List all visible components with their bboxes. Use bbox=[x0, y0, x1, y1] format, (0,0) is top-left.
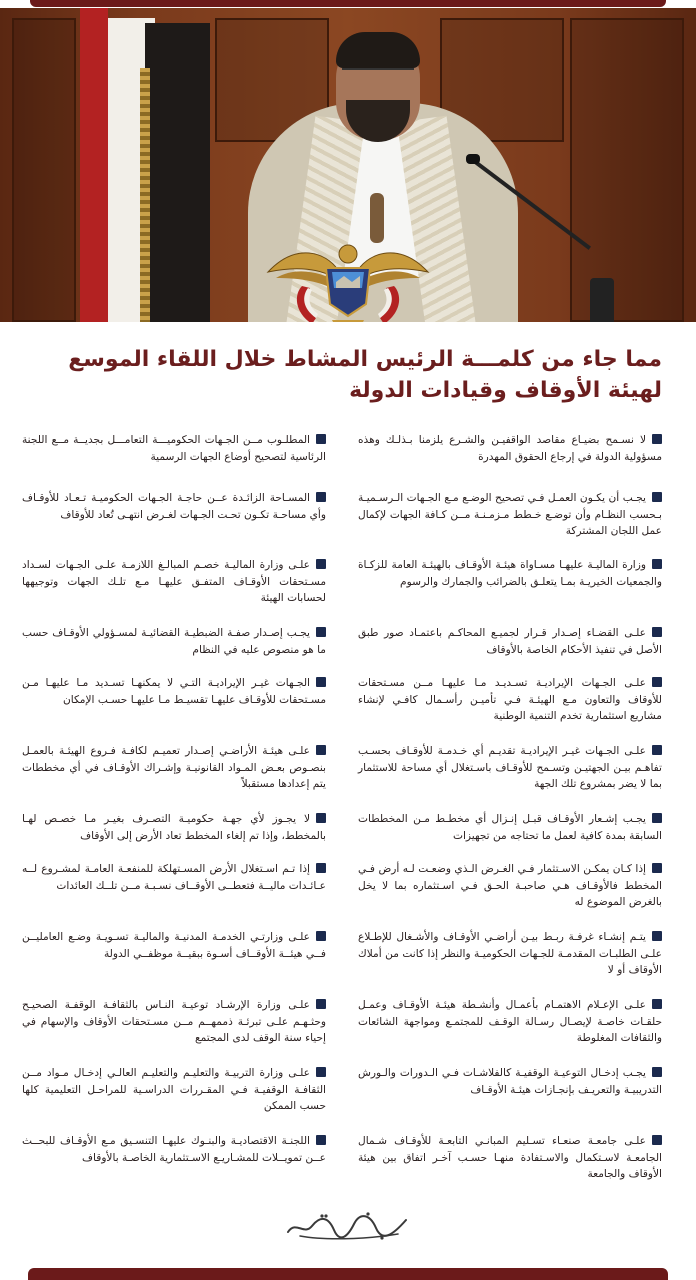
bullet-icon bbox=[316, 559, 326, 569]
statement-item: اللجنـة الاقتصاديـة والبنـوك عليهـا التنسـيق مـع الأوقـاف للبحــث عــن تمويــلات للمشـاريـع الاسـتثمارية الخاصـة بالأوقاف bbox=[22, 1135, 326, 1164]
statement-item: يتـم إنشـاء غرفـة ربـط بيـن أراضـي الأوقـاف والأشـغال للإطـلاع علـى الطلبـات المقدمـة للجـهات الحكوميـة والنظر إذا كانت من أملاك الأوقاف أو لا bbox=[358, 931, 662, 977]
bullet-icon bbox=[316, 434, 326, 444]
flag-red-stripe bbox=[80, 8, 108, 328]
statement-item: علـى الإعـلام الاهتمـام بأعمـال وأنشـطة هيئـة الأوقـاف وعمـل حلقـات خاصـة لإيصـال رسـالة الوقـف للمجتمـع ومواجهة الشائعات والثقافات المغلوطة bbox=[358, 999, 662, 1045]
statement-item: علـى الجـهات غيـر الإيراديـة تقديـم أي خـدمـة للأوقـاف بحسـب تفاهـم بيـن الجهتيـن وتسـمح للأوقـاف باسـتغلال أي مساحة للاستثمار بما لا يضر بمشروع تلك الجهة bbox=[358, 745, 662, 791]
bullet-icon bbox=[316, 863, 326, 873]
microphone-head bbox=[466, 154, 480, 164]
statement-item: وزارة الماليـة عليهـا مسـاواة هيئـة الأوقـاف بالهيئـة العامة للزكـاة والجمعيات الخيريـة بمـا يتعلـق بالضرائب والجمارك والرسوم bbox=[358, 559, 662, 588]
statement-item: لا يجـوز لأي جهـة حكوميـة التصـرف بغيـر مـا خصـص لهـا بالمخطط، وإذا تم إلغاء المخطط تعاد الأرض إلى الأوقاف bbox=[22, 813, 326, 842]
statement-item: يجـب أن يكـون العمـل فـي تصحيح الوضـع مـع الجـهات الـرسـميـة بـحسب النظـام وأن توضـع خـطط مـزمـنـة مــن كـافة الجهات لإكمال عمل اللجان المشتركة bbox=[358, 492, 662, 538]
statement-item: الجـهات غيـر الإيراديـة التـي لا يمكنهـا تسـديد مـا عليهـا مـن مسـتحقات للأوقـاف عليهـا تقسيـط مـا عليهـا حسـب الإمكان bbox=[22, 677, 326, 706]
bullet-icon bbox=[652, 559, 662, 569]
statement-item: المطلـوب مــن الجـهات الحكوميـــة التعامـــل بجديــة مــع اللجنة الرئاسية لتصحيح أوضاع الجهات الرسمية bbox=[22, 434, 326, 463]
bullet-icon bbox=[652, 677, 662, 687]
bullet-icon bbox=[316, 931, 326, 941]
bullet-icon bbox=[316, 1135, 326, 1145]
bullet-icon bbox=[316, 745, 326, 755]
top-accent-bar bbox=[30, 0, 666, 7]
bullet-icon bbox=[652, 627, 662, 637]
statement-item: لا نسـمح بضيـاع مقاصد الواقفيـن والشـرع يلزمنا بـذلـك وهذه مسؤولية الدولة في إرجاع الحقوق المهدرة bbox=[358, 434, 662, 463]
statement-item: يجـب إصـدار صفـة الضبطيـة القضائيـة لمسـؤولي الأوقـاف حسب ما هو منصوص عليه في النظام bbox=[22, 627, 326, 656]
bullet-icon bbox=[652, 931, 662, 941]
bullet-icon bbox=[316, 1067, 326, 1077]
bullet-icon bbox=[652, 434, 662, 444]
statement-item: علـى وزارة التربيـة والتعليـم والتعليـم العالـي إدخـال مـواد مــن الثقافـة الوقفيـة فـي المقـررات الدراسـية للمراحـل التعليمية كلها حسب الممكن bbox=[22, 1067, 326, 1113]
speaker-glasses bbox=[342, 68, 414, 84]
statement-item: يجـب إشـعار الأوقـاف قبـل إنـزال أي مخطـط مـن المخططات السابقة بمدة كافية لعمل ما تحتاجه من تجهيزات bbox=[358, 813, 662, 842]
bullet-icon bbox=[316, 677, 326, 687]
wood-panel bbox=[570, 18, 684, 322]
bullet-icon bbox=[652, 813, 662, 823]
wood-panel bbox=[12, 18, 76, 322]
bullet-icon bbox=[652, 999, 662, 1009]
eagle-emblem-icon bbox=[266, 232, 430, 332]
bullet-icon bbox=[652, 492, 662, 502]
bullet-icon bbox=[652, 863, 662, 873]
flag-black-stripe bbox=[145, 23, 210, 328]
statement-item: علـى هيئـة الأراضـي إصـدار تعميـم لكافـة فـروع الهيئـة بالعمـل بنصـوص بعـض المـواد القانونيـة وإشـراك الأوقـاف في أي مخططات يتم إعدادها مستقبلاً bbox=[22, 745, 326, 791]
bottom-accent-bar bbox=[28, 1268, 668, 1280]
statement-item: علـى القضـاء إصـدار قـرار لجميـع المحاكـم باعتمـاد صور طبق الأصل في تنفيذ الأحكام الخاصة بالأوقاف bbox=[358, 627, 662, 656]
speaker-hair bbox=[336, 32, 420, 68]
statement-item: علـى وزارتـي الخدمـة المدنيـة والماليـة تسـويـة وضـع العامليــن فــي هيئــة الأوقــاف أسـوة ببقيــة موظفــي الدولة bbox=[22, 931, 326, 960]
presidential-office-signature bbox=[282, 1206, 412, 1242]
bullet-icon bbox=[316, 813, 326, 823]
statement-item: علـى الجـهات الإيراديـة تسـديـد مـا عليهـا مــن مسـتحقات للأوقاف والتعاون مـع الهيئـة فـي تأميـن رأسـمال كافـي لإنشاء مشاريع استثمارية تخدم التنمية الوطنية bbox=[358, 677, 662, 723]
statement-item: إذا تـم اسـتغلال الأرض المسـتهلكة للمنفعـة العامـة لمشـروع لــه عـائـدات ماليــة فتعطــى الأوقــاف نسـبـة مــن تلــك العائدات bbox=[22, 863, 326, 892]
bullet-icon bbox=[652, 745, 662, 755]
bullet-icon bbox=[652, 1135, 662, 1145]
statement-item: علـى جامعـة صنعـاء تسـليم المبانـي التابعـة للأوقـاف شـمال الجامعـة لاسـتكمال والاسـتفادة منهـا حسـب آخـر اتفاق بين هيئة الأوقاف والجامعة bbox=[358, 1135, 662, 1181]
statement-item: إذا كـان يمكـن الاسـتثمار فـي الغـرض الـذي وضعـت لـه أرض فـي المخطط فالأوقـاف هـي صاحبـة الحـق فـي اسـتثماره بما لا يخل بالغرض الموضوع له bbox=[358, 863, 662, 909]
microphone-stand bbox=[590, 278, 614, 328]
bullet-icon bbox=[316, 999, 326, 1009]
statement-item: المسـاحة الزائـدة عــن حاجـة الجـهات الحكوميـة تـعـاد للأوقـاف وأي مساحـة تكـون تحـت الجـهات لغـرض انتهـى تُعاد للأوقاف bbox=[22, 492, 326, 521]
bullet-icon bbox=[652, 1067, 662, 1077]
statement-item: يجـب إدخـال التوعيـة الوقفيـة كالفلاشـات فـي الـدورات والـورش التدريبيـة والتعريـف بإنجـازات هيئـة الأوقـاف bbox=[358, 1067, 662, 1096]
bullet-icon bbox=[316, 627, 326, 637]
statement-item: علـى وزارة الماليـة خصـم المبالـغ اللازمـة علـى الجـهات لسـداد مسـتحقات الأوقـاف المتفـق عليهـا مـع تلـك الجهات وتوجيهها لحسابات الهيئة bbox=[22, 559, 326, 605]
statement-item: علـى وزارة الإرشـاد توعيـة النـاس بالثقافـة الوقفـة الصحيـح وحثـهـم علـى تبرئـة ذممهــم مــن مسـتحقات الأوقاف والإسهام في إحياء سنة الوقف لدى المجتمع bbox=[22, 999, 326, 1045]
flag-fringe bbox=[140, 68, 150, 328]
bullet-icon bbox=[316, 492, 326, 502]
page-title: مما جاء من كلمـــة الرئيس المشاط خلال اللقاء الموسع لهيئة الأوقاف وقيادات الدولة bbox=[68, 347, 662, 403]
